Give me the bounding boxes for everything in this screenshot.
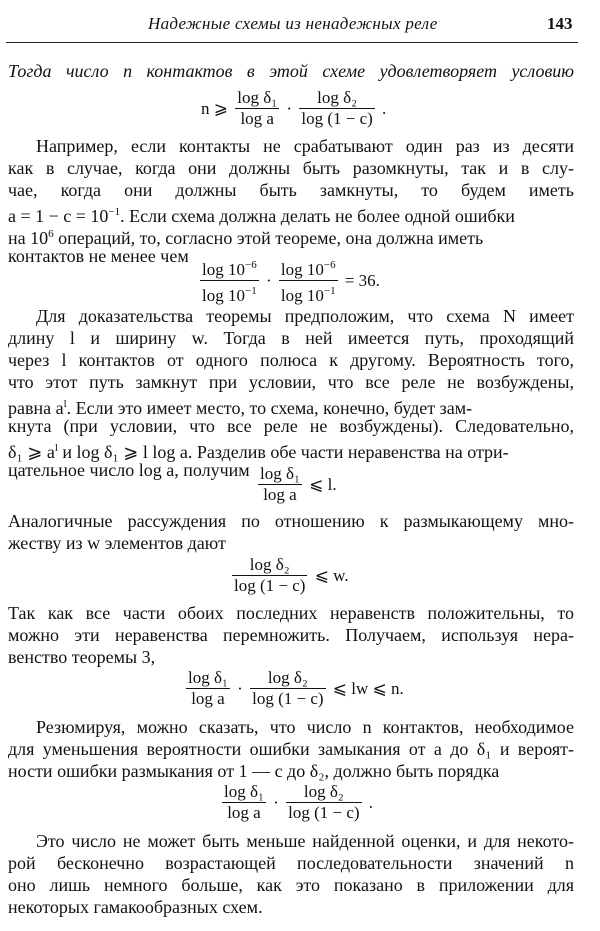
text-line: оно лишь немного больше, как это показано в приложении для	[8, 875, 574, 895]
text-line: как в случае, когда они должны быть разомкнуты, так и в слу-	[8, 158, 574, 178]
text-line: Например, если контакты не срабатывают один раз из десяти	[36, 136, 574, 156]
text-line: Тогда число n контактов в этой схеме удовлетворяет условию	[8, 61, 574, 81]
text-line: цательное число log a, получим	[8, 460, 250, 480]
text-line: чае, когда они должны быть замкнуты, то будем иметь	[8, 180, 574, 200]
formula-1: n ⩾ $\frac{\text{log δ₁}}{\text{log a}}$ · $\frac{\text{log δ₂}}{\log (1 - c)}$ .	[198, 88, 389, 129]
running-header	[0, 0, 600, 46]
fraction: $\frac{\text{log δ₂}}{\log (1 - c)}$	[252, 668, 324, 708]
page-number: 143	[547, 14, 573, 33]
text-line: Так как все части обоих последних неравенств положительны, то	[8, 603, 574, 623]
fraction: $\frac{\text{log δ₂}}{\log (1 - c)}$	[288, 782, 360, 822]
text-line: δ₁ ⩾ $a^l$ и log δ₁ ⩾ l log a. Разделив обе части неравенства на отри-	[8, 442, 509, 462]
text-line: $a = 1 - c = 10^{-1}$. Если схема должна делать не более одной ошибки	[8, 206, 515, 226]
fraction: $\frac{\log 10^{-6}}{\log 10^{-1}}$	[279, 255, 338, 306]
text-line: для уменьшения вероятности ошибки замыкания от a до δ₁ и вероят-	[8, 739, 574, 759]
text-line: рой бесконечно возрастающей последовательности значений n	[8, 853, 574, 873]
fraction: $\frac{\text{log δ₂}}{\log (1 - c)}$	[234, 555, 306, 595]
formula-1-lhs: n ⩾	[201, 98, 228, 118]
text-line: Резюмируя, можно сказать, что число n контактов, необходимое	[36, 717, 574, 737]
running-title: Надежные схемы из ненадежных реле	[148, 14, 438, 33]
text-line: венство теоремы 3,	[8, 647, 156, 667]
text-line: что этот путь замкнут при условии, что все реле не возбуждены,	[8, 372, 574, 392]
text-line: можно эти неравенства перемножить. Получаем, используя нера-	[8, 625, 574, 645]
text-line: контактов не менее чем	[8, 246, 189, 266]
formula-3: $\frac{\text{log δ₁}}{\text{log a}}$ ⩽ l.	[260, 464, 337, 504]
fraction: $\frac{\text{log δ₂}}{\log (1 - c)}$	[301, 88, 373, 128]
text-line: Это число не может быть меньше найденной оценки, и для некото-	[36, 831, 574, 851]
fraction: $\frac{\text{log δ₁}}{\text{log a}}$	[260, 464, 300, 504]
text-line: Для доказательства теоремы предположим, что схема N имеет	[36, 306, 574, 326]
text-line: длину l и ширину w. Тогда в ней имеется путь, проходящий	[8, 328, 574, 348]
text-line: на $10^6$ операций, то, согласно этой теореме, она должна иметь	[8, 228, 484, 248]
text-line: кнута (при условии, что все реле не возбуждены). Следовательно,	[8, 416, 574, 436]
text-line: через l контактов от одного полюса к другому. Вероятность того,	[8, 350, 574, 370]
formula-5: $\frac{\text{log δ₁}}{\text{log a}}$ · $\frac{\text{log δ₂}}{\log (1 - c)}$ ⩽ lw ⩽ n.	[188, 668, 404, 708]
fraction: $\frac{\log 10^{-6}}{\log 10^{-1}}$	[200, 255, 259, 306]
text-line: жеству из w элементов дают	[8, 533, 226, 553]
text-line: Аналогичные рассуждения по отношению к размыкающему мно-	[8, 511, 574, 531]
fraction: $\frac{\text{log δ₁}}{\text{log a}}$	[237, 88, 278, 128]
text-line: ности ошибки размыкания от 1 — c до δ₂, должно быть порядка	[8, 761, 500, 781]
fraction: $\frac{\text{log δ₁}}{\text{log a}}$	[188, 668, 228, 708]
formula-6: $\frac{\text{log δ₁}}{\text{log a}}$ · $\frac{\text{log δ₂}}{\log (1 - c)}$ .	[224, 782, 374, 822]
text-line: равна $a^l$. Если это имеет место, то схема, конечно, будет зам-	[8, 398, 473, 418]
formula-4: $\frac{\text{log δ₂}}{\log (1 - c)}$ ⩽ w.	[234, 555, 349, 595]
header-rule	[6, 42, 578, 43]
text-line: некоторых гамакообразных схем.	[8, 897, 263, 917]
formula-2: $\frac{\log 10^{-6}}{\log 10^{-1}}$ · $\frac{\log 10^{-6}}{\log 10^{-1}}$ = 36.	[200, 255, 383, 306]
fraction: $\frac{\text{log δ₁}}{\text{log a}}$	[224, 782, 264, 822]
